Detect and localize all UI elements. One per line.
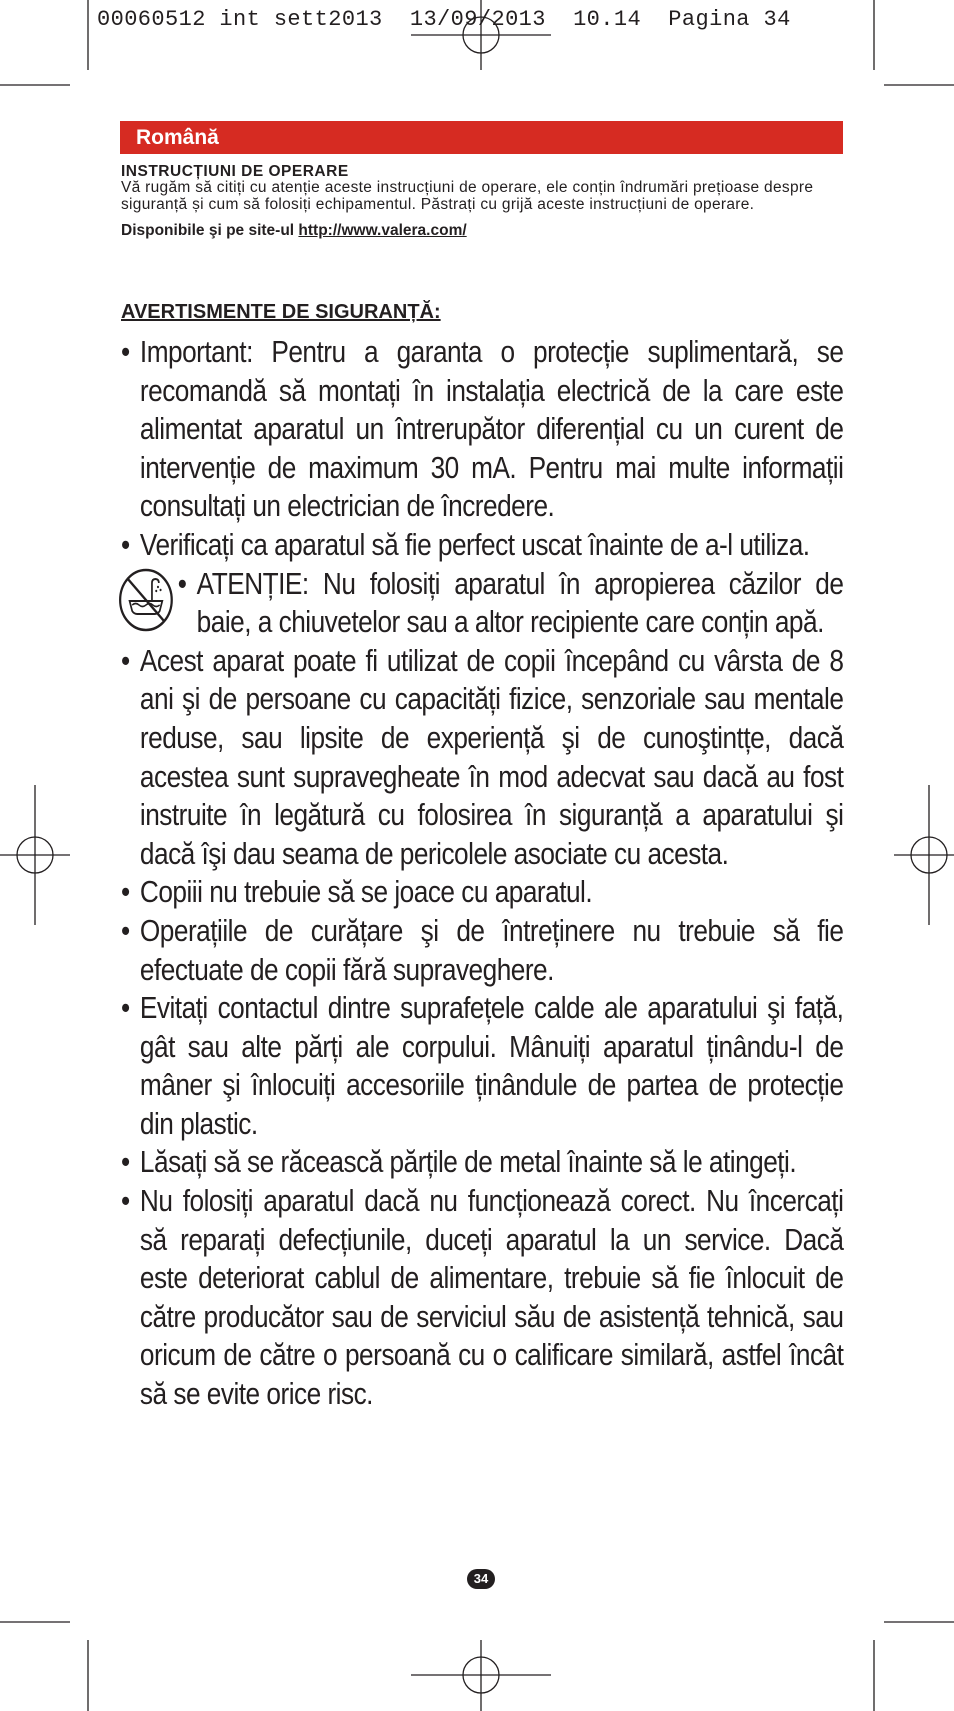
warning-item-bath <box>121 565 843 642</box>
available-online <box>121 222 841 240</box>
warning-item: • Verificați ca aparatul să fie perfect uscat înainte de a-l utiliza. <box>121 526 843 565</box>
warning-item: • Operațiile de curățare şi de întreținere nu trebuie să fie efectuate de copii fără supraveghere. <box>121 912 843 989</box>
safety-warnings-heading: AVERTISMENTE DE SIGURANȚĂ: <box>121 301 441 323</box>
available-prefix: Disponibile şi pe site-ul <box>121 222 299 239</box>
warning-item: • Evitați contactul dintre suprafețele calde ale aparatului şi față, gât sau alte părți ale corpului. Mânuiți aparatul ținându-l de mâner şi înlocuiți accesoriile ținândule de partea de protecție din plastic. <box>121 989 843 1143</box>
registration-mark-left <box>0 785 70 925</box>
language-label: Română <box>136 126 219 149</box>
registration-mark-bottom <box>411 1640 551 1711</box>
warning-item: • Lăsați să se răcească părțile de metal înainte să le atingeți. <box>121 1143 843 1182</box>
warning-item: • Nu folosiți aparatul dacă nu funcționează corect. Nu încercați să reparați defecțiunile, duceți aparatul la un service. Dacă este deteriorat cablul de alimentare, trebuie să fie înlocuit de către producător sau de serviciul său de asistență tehnică, sau oricum de către o persoană cu o calificare similară, astfel încât să se evite orice risc. <box>121 1182 843 1414</box>
language-bar <box>120 121 843 154</box>
warning-item: • Important: Pentru a garanta o protecție suplimentară, se recomandă să montați în instalația electrică de la care este alimentat aparatul un întrerupător diferențial cu un curent de intervenție de maximum 30 mA. Pentru mai multe informații consultați un electrician de încredere. <box>121 333 843 526</box>
warning-item: • Copiii nu trebuie să se joace cu aparatul. <box>121 873 843 912</box>
warning-bath-text: ATENȚIE: Nu folosiți aparatul în apropierea căzilor de baie, a chiuvetelor sau a altor recipiente care conțin apă. <box>196 566 844 640</box>
intro-section <box>121 163 841 240</box>
website-link[interactable]: http://www.valera.com/ <box>298 222 467 239</box>
intro-title: INSTRUCȚIUNI DE OPERARE <box>121 163 349 180</box>
no-bathtub-icon <box>118 567 175 633</box>
safety-warnings-list <box>121 333 843 1414</box>
print-slug: 00060512 int sett2013 13/09/2013 10.14 Pagina 34 <box>97 7 791 32</box>
warning-item: • Acest aparat poate fi utilizat de copii începând cu vârsta de 8 ani şi de persoane cu capacități fizice, senzoriale sau mentale reduse, sau lipsite de experiență şi de cunoştintțe, dacă acestea sunt supravegheate în mod adecvat sau dacă au fost instruite în legătură cu folosirea în siguranță a aparatului şi dacă îşi dau seama de pericolele asociate cu acesta. <box>121 642 843 874</box>
intro-text: Vă rugăm să citiți cu atenție aceste instrucțiuni de operare, ele conțin îndrumări prețioase despre siguranță și cum să folosiți echipamentul. Păstrați cu grijă aceste instrucțiuni de operare. <box>121 179 814 213</box>
registration-mark-right <box>894 785 954 925</box>
registration-mark-top <box>411 0 551 70</box>
page-number-badge: 34 <box>467 1569 495 1589</box>
